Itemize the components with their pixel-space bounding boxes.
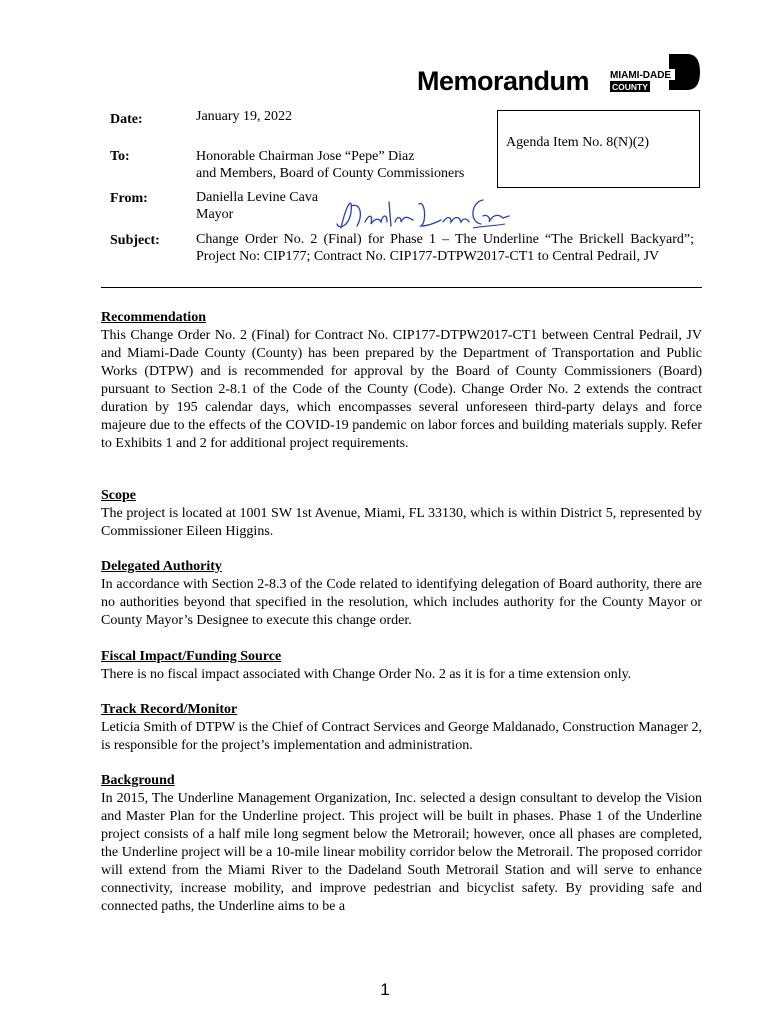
section-heading: Track Record/Monitor [101,702,238,717]
section-body: In accordance with Section 2-8.3 of the Code related to identifying delegation of Board authority, there are no authorities beyond that specified in the resolution, which includes authority for the County Mayor or County Mayor’s Designee to execute this change order. [101,577,702,628]
subject-value: Change Order No. 2 (Final) for Phase 1 – The Underline “The Brickell Backyard”; Project No: CIP177; Contract No. CIP177-DTPW2017-CT1 to Central Pedrail, JV [196,232,694,264]
from-line-1: Daniella Levine Cava [196,190,319,205]
mayor-signature [333,192,511,236]
from-label: From: [110,191,148,206]
logo-text-line1: MIAMI-DADE [610,70,672,81]
section-heading: Recommendation [101,310,206,325]
section-track-record [101,701,702,755]
logo-text-line2: COUNTY [612,82,648,92]
section-body: Leticia Smith of DTPW is the Chief of Contract Services and George Maldanado, Construction Manager 2, is responsible for the project’s implementation and administration. [101,720,702,753]
section-body: The project is located at 1001 SW 1st Avenue, Miami, FL 33130, which is within District 5, represented by Commissioner Eileen Higgins. [101,506,702,539]
section-body: In 2015, The Underline Management Organization, Inc. selected a design consultant to develop the Vision and Master Plan for the Underline project. This project will be built in phases. Phase 1 of the Underline project consists of a half mile long segment below the Metrorail; however, once all phases are completed, the Underline project will be a 10-mile linear mobility corridor below the Metrorail. The proposed corridor will extend from the Miami River to the Dadeland South Metrorail Station and will serve to enhance connectivity, increase mobility, and improve pedestrian and bicyclist safety. By providing safe and connected paths, the Underline aims to be a [101,791,702,914]
to-line-1: Honorable Chairman Jose “Pepe” Diaz [196,149,415,164]
section-scope [101,487,702,541]
page-number: 1 [380,980,390,999]
section-delegated-authority [101,558,702,630]
section-body: There is no fiscal impact associated with Change Order No. 2 as it is for a time extension only. [101,667,632,682]
miami-dade-county-logo [609,52,701,96]
agenda-item-text: Agenda Item No. 8(N)(2) [506,135,650,150]
section-background [101,772,702,916]
to-line-2: and Members, Board of County Commissioners [196,165,465,181]
to-value [196,149,696,182]
from-line-2: Mayor [196,206,234,222]
section-heading: Fiscal Impact/Funding Source [101,649,282,664]
section-recommendation [101,309,702,453]
subject-label: Subject: [110,233,160,248]
section-fiscal-impact [101,648,702,684]
date-label: Date: [110,112,143,127]
to-label: To: [110,149,130,164]
section-heading: Delegated Authority [101,559,222,574]
section-heading: Scope [101,488,136,503]
date-value: January 19, 2022 [196,109,293,124]
memorandum-title: Memorandum [417,66,590,96]
section-body: This Change Order No. 2 (Final) for Contract No. CIP177-DTPW2017-CT1 between Central Pedrail, JV and Miami-Dade County (County) has been prepared by the Department of Transportation and Public Works (DTPW) and is recommended for approval by the Board of County Commissioners (Board) pursuant to Section 2-8.1 of the Code of the County (Code). Change Order No. 2 extends the contract duration by 195 calendar days, which encompasses several unforeseen third-party delays and force majeure due to the effects of the COVID-19 pandemic on labor forces and building materials supply. Refer to Exhibits 1 and 2 for additional project requirements. [101,328,702,451]
section-heading: Background [101,773,175,788]
header-divider [101,287,702,288]
